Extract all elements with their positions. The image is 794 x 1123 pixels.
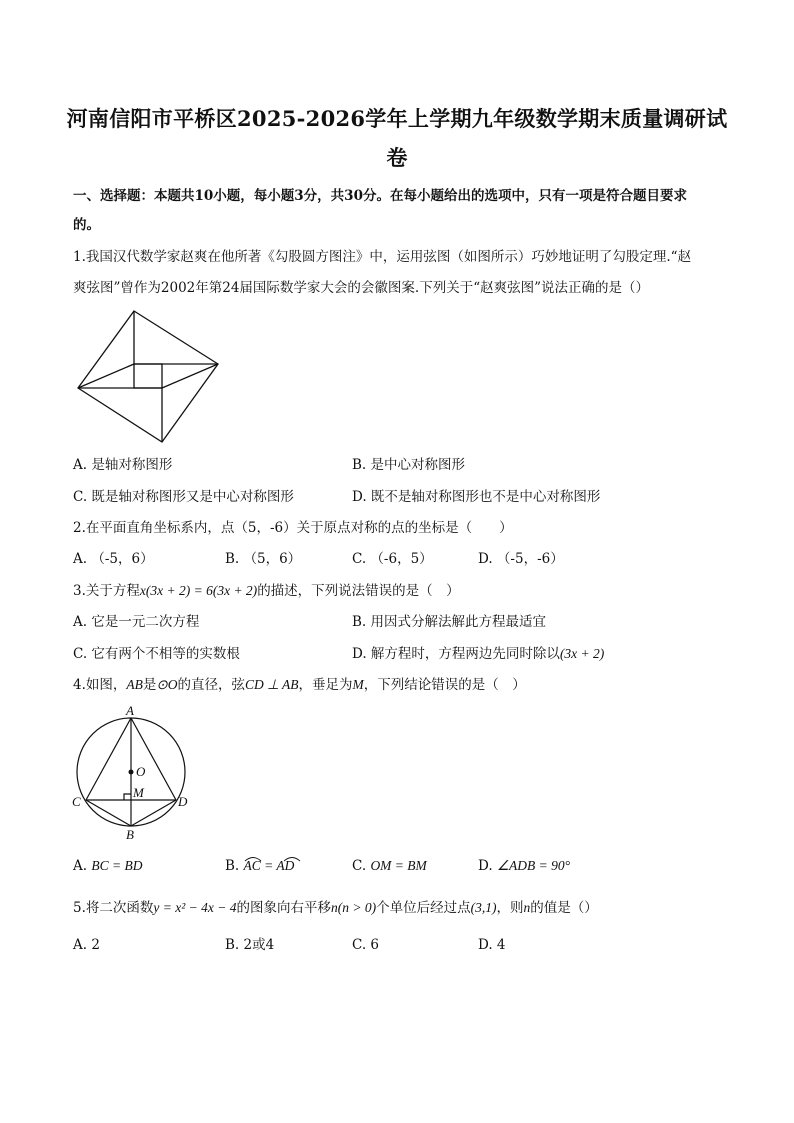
q3-option-d-text: D. 解方程时，方程两边先同时除以 (352, 646, 560, 662)
q3-option-c: C. 它有两个不相等的实数根 (73, 646, 240, 662)
q1-option-c: C. 既是轴对称图形又是中心对称图形 (73, 489, 294, 505)
q5-option-b: B. 2或4 (225, 937, 275, 953)
q5-option-c: C. 6 (352, 937, 380, 953)
q4-option-a (73, 857, 142, 875)
q4-stem-part1: 4.如图， (73, 677, 127, 693)
q2-option-c: C. （-6，5） (352, 551, 433, 567)
label-c: C (72, 794, 81, 809)
q4-option-b-letter: B. (225, 858, 240, 874)
q4-option-c (352, 857, 427, 875)
q4-option-c-math: OM = BM (370, 858, 427, 873)
q4-stem-part5: ，下列结论错误的是（ ） (363, 677, 526, 693)
q4-stem-part3: 的直径，弦 (177, 677, 245, 693)
q3-equation: x(3x + 2) = 6(3x + 2) (139, 583, 258, 598)
q4-option-d (478, 857, 570, 875)
q2-option-d: D. （-5，-6） (478, 551, 564, 567)
q5-point: (3,1) (470, 900, 497, 915)
q4-option-b-arcs: AC = AD (243, 858, 295, 873)
q5-option-a: A. 2 (73, 937, 100, 953)
q5-math-n: n (523, 900, 531, 915)
q4-math-perpendicular: CD ⊥ AB (244, 677, 299, 692)
q4-option-b (225, 857, 294, 875)
q4-math-ab: AB (126, 677, 143, 692)
q5-stem-part4: ，则 (496, 900, 524, 916)
q5-function: y = x² − 4x − 4 (153, 900, 237, 915)
q2-option-a: A. （-5，6） (73, 551, 154, 567)
label-o: O (136, 764, 146, 779)
q4-stem-part4: ，垂足为 (298, 677, 353, 693)
exam-title-line1: 河南信阳市平桥区2025-2026学年上学期九年级数学期末质量调研试 (66, 106, 728, 131)
q4-math-circle: ⊙O (156, 677, 178, 692)
section-instructions-line1: 一、选择题：本题共10小题，每小题3分，共30分。在每小题给出的选项中，只有一项是符合题目要求 (73, 188, 687, 204)
center-point-o (129, 770, 134, 775)
q1-option-b: B. 是中心对称图形 (352, 457, 466, 473)
q5-stem-part3: 个单位后经过点 (376, 900, 471, 916)
circle-chord-diagram (66, 702, 196, 842)
q3-option-d-expression: (3x + 2) (559, 646, 605, 661)
q1-stem-line1: 1.我国汉代数学家赵爽在他所著《勾股圆方图注》中，运用弦图（如图所示）巧妙地证明了勾股定理.“赵 (73, 249, 692, 265)
q3-stem-suffix: 的描述，下列说法错误的是（ ） (257, 583, 460, 599)
q4-option-c-letter: C. (352, 858, 367, 874)
q4-stem-part2: 是 (142, 677, 157, 693)
q4-math-m: M (352, 677, 364, 692)
q4-option-d-letter: D. (478, 858, 493, 874)
label-d: D (178, 794, 188, 809)
q2-stem: 2.在平面直角坐标系内，点（5，-6）关于原点对称的点的坐标是（ ） (73, 520, 513, 536)
q5-shift: n(n > 0) (331, 900, 377, 915)
q4-option-b-math (244, 858, 295, 873)
q2-option-b: B. （5，6） (225, 551, 302, 567)
q1-option-d: D. 既不是轴对称图形也不是中心对称图形 (352, 489, 601, 505)
arc-marks (244, 854, 306, 862)
q3-option-a: A. 它是一元二次方程 (73, 614, 200, 630)
q1-option-a: A. 是轴对称图形 (73, 457, 173, 473)
q4-stem (73, 676, 526, 694)
q3-option-b: B. 用因式分解法解此方程最适宜 (352, 614, 547, 630)
label-m: M (133, 785, 144, 800)
q5-stem-part2: 的图象向右平移 (236, 900, 331, 916)
q5-stem-part1: 5.将二次函数 (73, 900, 154, 916)
label-a: A (126, 703, 134, 718)
exam-title-line2: 卷 (386, 145, 408, 170)
section-instructions-line2: 的。 (73, 217, 100, 233)
label-b: B (126, 827, 134, 842)
q5-stem-part5: 的值是（） (530, 900, 598, 916)
q4-option-d-math: ∠ADB = 90° (496, 858, 571, 873)
zhao-shuang-diagram (76, 310, 221, 445)
q1-stem-line2: 爽弦图”曾作为2002年第24届国际数学家大会的会徽图案.下列关于“赵爽弦图”说法正确的是（） (73, 280, 650, 296)
q4-option-a-letter: A. (73, 858, 88, 874)
q5-stem (73, 899, 598, 917)
q4-option-a-math: BC = BD (91, 858, 143, 873)
q3-stem-prefix: 3.关于方程 (73, 583, 140, 599)
q5-option-d: D. 4 (478, 937, 506, 953)
q3-option-d (352, 645, 604, 663)
q3-stem (73, 582, 460, 600)
